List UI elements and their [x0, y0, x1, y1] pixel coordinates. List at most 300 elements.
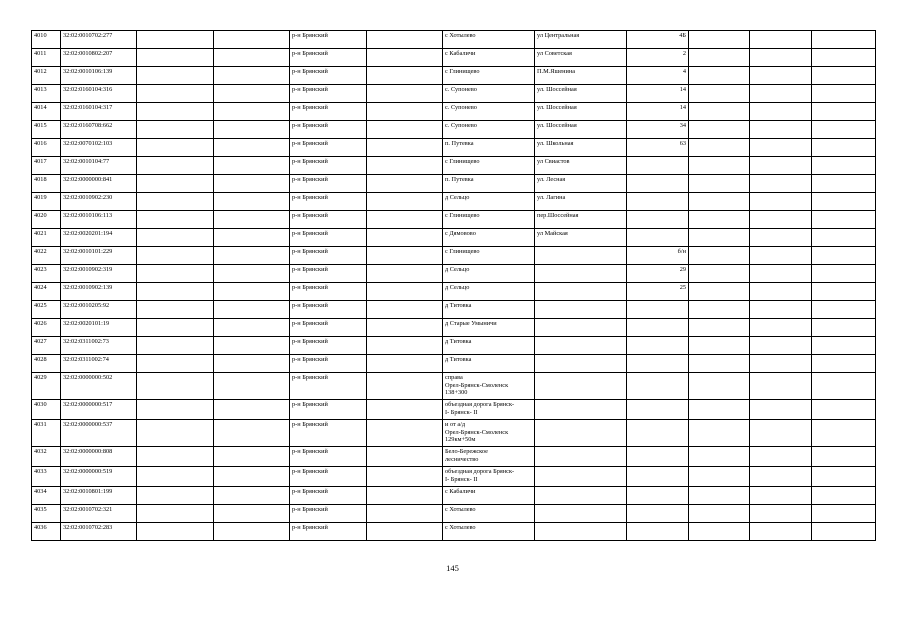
- column-12-cell: [812, 175, 876, 193]
- column-4-cell: [214, 139, 290, 157]
- locality-cell: с Кабаличи: [443, 487, 535, 505]
- district-cell: р-н Брянский: [290, 301, 367, 319]
- table-row: [32, 337, 876, 355]
- column-11-cell: [750, 229, 812, 247]
- column-4-cell: [214, 523, 290, 541]
- row-number-cell: 4030: [32, 400, 61, 420]
- street-cell: П.М.Яшенина: [535, 67, 627, 85]
- house-number-cell: 14: [627, 103, 689, 121]
- district-cell: р-н Брянский: [290, 337, 367, 355]
- district-cell: р-н Брянский: [290, 211, 367, 229]
- locality-cell: с. Супонево: [443, 85, 535, 103]
- column-10-cell: [689, 337, 750, 355]
- column-11-cell: [750, 467, 812, 487]
- column-6-cell: [367, 85, 443, 103]
- column-6-cell: [367, 467, 443, 487]
- row-number-cell: 4013: [32, 85, 61, 103]
- house-number-cell: 34: [627, 121, 689, 139]
- table-row: [32, 355, 876, 373]
- street-cell: [535, 265, 627, 283]
- column-11-cell: [750, 175, 812, 193]
- column-12-cell: [812, 420, 876, 447]
- locality-cell: с Хотылево: [443, 31, 535, 49]
- column-11-cell: [750, 157, 812, 175]
- row-number-cell: 4033: [32, 467, 61, 487]
- column-11-cell: [750, 447, 812, 467]
- cadastral-number-cell: 32:02:0000000:519: [61, 467, 137, 487]
- column-3-cell: [137, 103, 214, 121]
- column-11-cell: [750, 31, 812, 49]
- district-cell: р-н Брянский: [290, 283, 367, 301]
- house-number-cell: [627, 319, 689, 337]
- column-11-cell: [750, 85, 812, 103]
- table-row: [32, 487, 876, 505]
- row-number-cell: 4028: [32, 355, 61, 373]
- cadastral-number-cell: 32:02:0000000:502: [61, 373, 137, 400]
- column-3-cell: [137, 265, 214, 283]
- street-cell: ул. Лагина: [535, 193, 627, 211]
- house-number-cell: [627, 337, 689, 355]
- row-number-cell: 4029: [32, 373, 61, 400]
- table-row: [32, 447, 876, 467]
- column-12-cell: [812, 373, 876, 400]
- column-11-cell: [750, 355, 812, 373]
- column-12-cell: [812, 247, 876, 265]
- locality-cell: с Хотылево: [443, 523, 535, 541]
- column-3-cell: [137, 85, 214, 103]
- row-number-cell: 4015: [32, 121, 61, 139]
- street-cell: ул. Шоссейная: [535, 85, 627, 103]
- column-3-cell: [137, 487, 214, 505]
- column-10-cell: [689, 283, 750, 301]
- row-number-cell: 4036: [32, 523, 61, 541]
- street-cell: [535, 355, 627, 373]
- column-4-cell: [214, 487, 290, 505]
- street-cell: ул. Шоссейная: [535, 121, 627, 139]
- column-11-cell: [750, 337, 812, 355]
- locality-cell: д Титовка: [443, 301, 535, 319]
- column-12-cell: [812, 301, 876, 319]
- column-6-cell: [367, 265, 443, 283]
- table-row: [32, 400, 876, 420]
- locality-cell: с Дямовово: [443, 229, 535, 247]
- locality-cell: с Глинищево: [443, 211, 535, 229]
- table-row: [32, 31, 876, 49]
- table-row: [32, 193, 876, 211]
- cadastral-number-cell: 32:02:0311002:73: [61, 337, 137, 355]
- column-4-cell: [214, 319, 290, 337]
- cadastral-number-cell: 32:02:0000000:537: [61, 420, 137, 447]
- cadastral-number-cell: 32:02:0010106:139: [61, 67, 137, 85]
- table-row: [32, 103, 876, 121]
- street-cell: ул Майская: [535, 229, 627, 247]
- locality-cell: объездная дорога Брянск- I- Брянск- II: [443, 400, 535, 420]
- cadastral-number-cell: 32:02:0010902:319: [61, 265, 137, 283]
- column-4-cell: [214, 337, 290, 355]
- district-cell: р-н Брянский: [290, 229, 367, 247]
- house-number-cell: [627, 420, 689, 447]
- district-cell: р-н Брянский: [290, 420, 367, 447]
- table-row: [32, 139, 876, 157]
- column-4-cell: [214, 283, 290, 301]
- table-row: [32, 121, 876, 139]
- row-number-cell: 4022: [32, 247, 61, 265]
- house-number-cell: [627, 400, 689, 420]
- column-4-cell: [214, 265, 290, 283]
- cadastral-number-cell: 32:02:0010106:113: [61, 211, 137, 229]
- street-cell: ул Центральная: [535, 31, 627, 49]
- column-3-cell: [137, 229, 214, 247]
- column-3-cell: [137, 121, 214, 139]
- column-12-cell: [812, 211, 876, 229]
- row-number-cell: 4021: [32, 229, 61, 247]
- column-3-cell: [137, 301, 214, 319]
- column-11-cell: [750, 121, 812, 139]
- district-cell: р-н Брянский: [290, 467, 367, 487]
- column-10-cell: [689, 265, 750, 283]
- cadastral-number-cell: 32:02:0160708:662: [61, 121, 137, 139]
- locality-cell: с Глинищево: [443, 247, 535, 265]
- registry-table: [31, 30, 876, 541]
- district-cell: р-н Брянский: [290, 193, 367, 211]
- column-12-cell: [812, 523, 876, 541]
- column-6-cell: [367, 400, 443, 420]
- locality-cell: справа Орел-Брянск-Смоленск 138+300: [443, 373, 535, 400]
- locality-cell: с Хотылево: [443, 505, 535, 523]
- column-11-cell: [750, 283, 812, 301]
- district-cell: р-н Брянский: [290, 139, 367, 157]
- cadastral-number-cell: 32:02:0010802:207: [61, 49, 137, 67]
- district-cell: р-н Брянский: [290, 355, 367, 373]
- column-10-cell: [689, 157, 750, 175]
- column-11-cell: [750, 420, 812, 447]
- column-10-cell: [689, 400, 750, 420]
- row-number-cell: 4035: [32, 505, 61, 523]
- column-12-cell: [812, 121, 876, 139]
- street-cell: [535, 301, 627, 319]
- column-3-cell: [137, 175, 214, 193]
- column-3-cell: [137, 139, 214, 157]
- column-12-cell: [812, 139, 876, 157]
- column-4-cell: [214, 229, 290, 247]
- street-cell: [535, 337, 627, 355]
- column-12-cell: [812, 337, 876, 355]
- cadastral-number-cell: 32:02:0010902:230: [61, 193, 137, 211]
- column-6-cell: [367, 447, 443, 467]
- house-number-cell: 2: [627, 49, 689, 67]
- house-number-cell: [627, 355, 689, 373]
- column-11-cell: [750, 67, 812, 85]
- locality-cell: д Старые Умыничи: [443, 319, 535, 337]
- district-cell: р-н Брянский: [290, 505, 367, 523]
- column-4-cell: [214, 31, 290, 49]
- column-11-cell: [750, 211, 812, 229]
- column-12-cell: [812, 103, 876, 121]
- table-row: [32, 49, 876, 67]
- column-10-cell: [689, 31, 750, 49]
- house-number-cell: [627, 487, 689, 505]
- district-cell: р-н Брянский: [290, 121, 367, 139]
- column-11-cell: [750, 193, 812, 211]
- district-cell: р-н Брянский: [290, 49, 367, 67]
- row-number-cell: 4017: [32, 157, 61, 175]
- column-3-cell: [137, 400, 214, 420]
- column-6-cell: [367, 505, 443, 523]
- column-11-cell: [750, 487, 812, 505]
- column-12-cell: [812, 487, 876, 505]
- street-cell: пер.Шоссейная: [535, 211, 627, 229]
- table-row: [32, 283, 876, 301]
- district-cell: р-н Брянский: [290, 523, 367, 541]
- locality-cell: д Сельцо: [443, 193, 535, 211]
- house-number-cell: [627, 301, 689, 319]
- district-cell: р-н Брянский: [290, 103, 367, 121]
- column-10-cell: [689, 121, 750, 139]
- column-12-cell: [812, 355, 876, 373]
- column-12-cell: [812, 265, 876, 283]
- street-cell: [535, 420, 627, 447]
- locality-cell: с. Супонево: [443, 121, 535, 139]
- street-cell: [535, 247, 627, 265]
- column-11-cell: [750, 400, 812, 420]
- house-number-cell: [627, 505, 689, 523]
- column-10-cell: [689, 420, 750, 447]
- cadastral-number-cell: 32:02:0010902:139: [61, 283, 137, 301]
- house-number-cell: 63: [627, 139, 689, 157]
- column-3-cell: [137, 49, 214, 67]
- column-10-cell: [689, 175, 750, 193]
- table-row: [32, 319, 876, 337]
- house-number-cell: [627, 467, 689, 487]
- row-number-cell: 4026: [32, 319, 61, 337]
- cadastral-number-cell: 32:02:0070102:103: [61, 139, 137, 157]
- column-3-cell: [137, 523, 214, 541]
- column-10-cell: [689, 373, 750, 400]
- column-6-cell: [367, 67, 443, 85]
- row-number-cell: 4014: [32, 103, 61, 121]
- table-row: [32, 523, 876, 541]
- column-11-cell: [750, 505, 812, 523]
- cadastral-number-cell: 32:02:0000000:841: [61, 175, 137, 193]
- column-10-cell: [689, 505, 750, 523]
- table-row: [32, 265, 876, 283]
- row-number-cell: 4027: [32, 337, 61, 355]
- column-4-cell: [214, 103, 290, 121]
- row-number-cell: 4018: [32, 175, 61, 193]
- column-4-cell: [214, 355, 290, 373]
- column-3-cell: [137, 337, 214, 355]
- district-cell: р-н Брянский: [290, 373, 367, 400]
- row-number-cell: 4025: [32, 301, 61, 319]
- locality-cell: с. Супонево: [443, 103, 535, 121]
- column-4-cell: [214, 505, 290, 523]
- house-number-cell: [627, 373, 689, 400]
- street-cell: [535, 319, 627, 337]
- street-cell: [535, 400, 627, 420]
- column-6-cell: [367, 420, 443, 447]
- column-3-cell: [137, 355, 214, 373]
- street-cell: ул. Шоссейная: [535, 103, 627, 121]
- cadastral-number-cell: 32:02:0010101:229: [61, 247, 137, 265]
- column-10-cell: [689, 247, 750, 265]
- column-3-cell: [137, 247, 214, 265]
- district-cell: р-н Брянский: [290, 67, 367, 85]
- street-cell: [535, 505, 627, 523]
- street-cell: ул. Школьная: [535, 139, 627, 157]
- street-cell: [535, 373, 627, 400]
- district-cell: р-н Брянский: [290, 265, 367, 283]
- house-number-cell: 29: [627, 265, 689, 283]
- house-number-cell: 14: [627, 85, 689, 103]
- column-12-cell: [812, 447, 876, 467]
- column-6-cell: [367, 355, 443, 373]
- column-4-cell: [214, 193, 290, 211]
- column-4-cell: [214, 373, 290, 400]
- column-4-cell: [214, 211, 290, 229]
- house-number-cell: б/н: [627, 247, 689, 265]
- column-3-cell: [137, 31, 214, 49]
- table-row: [32, 175, 876, 193]
- column-3-cell: [137, 157, 214, 175]
- table-row: [32, 373, 876, 400]
- column-11-cell: [750, 523, 812, 541]
- row-number-cell: 4020: [32, 211, 61, 229]
- cadastral-number-cell: 32:02:0010801:199: [61, 487, 137, 505]
- locality-cell: с Глинищево: [443, 67, 535, 85]
- column-4-cell: [214, 157, 290, 175]
- column-6-cell: [367, 373, 443, 400]
- page-number: 145: [446, 563, 459, 573]
- locality-cell: д Титовка: [443, 355, 535, 373]
- column-4-cell: [214, 121, 290, 139]
- column-10-cell: [689, 229, 750, 247]
- district-cell: р-н Брянский: [290, 85, 367, 103]
- locality-cell: с Кабаличи: [443, 49, 535, 67]
- house-number-cell: [627, 523, 689, 541]
- cadastral-number-cell: 32:02:0000000:808: [61, 447, 137, 467]
- column-6-cell: [367, 337, 443, 355]
- column-12-cell: [812, 283, 876, 301]
- column-12-cell: [812, 229, 876, 247]
- column-3-cell: [137, 420, 214, 447]
- house-number-cell: 25: [627, 283, 689, 301]
- column-3-cell: [137, 373, 214, 400]
- locality-cell: п. Путевка: [443, 139, 535, 157]
- column-6-cell: [367, 523, 443, 541]
- house-number-cell: [627, 193, 689, 211]
- column-6-cell: [367, 229, 443, 247]
- street-cell: [535, 283, 627, 301]
- column-10-cell: [689, 487, 750, 505]
- district-cell: р-н Брянский: [290, 175, 367, 193]
- column-6-cell: [367, 193, 443, 211]
- column-6-cell: [367, 319, 443, 337]
- row-number-cell: 4011: [32, 49, 61, 67]
- column-12-cell: [812, 85, 876, 103]
- table-row: [32, 229, 876, 247]
- column-12-cell: [812, 400, 876, 420]
- column-3-cell: [137, 283, 214, 301]
- table-row: [32, 157, 876, 175]
- column-12-cell: [812, 467, 876, 487]
- column-6-cell: [367, 31, 443, 49]
- house-number-cell: 4Б: [627, 31, 689, 49]
- column-6-cell: [367, 487, 443, 505]
- column-3-cell: [137, 447, 214, 467]
- column-4-cell: [214, 247, 290, 265]
- street-cell: [535, 487, 627, 505]
- column-11-cell: [750, 265, 812, 283]
- street-cell: [535, 467, 627, 487]
- column-12-cell: [812, 319, 876, 337]
- house-number-cell: [627, 211, 689, 229]
- locality-cell: д Сельцо: [443, 283, 535, 301]
- column-10-cell: [689, 467, 750, 487]
- locality-cell: с Глинищево: [443, 157, 535, 175]
- street-cell: [535, 523, 627, 541]
- row-number-cell: 4023: [32, 265, 61, 283]
- row-number-cell: 4034: [32, 487, 61, 505]
- locality-cell: п. Путевка: [443, 175, 535, 193]
- column-12-cell: [812, 193, 876, 211]
- column-4-cell: [214, 467, 290, 487]
- column-12-cell: [812, 31, 876, 49]
- street-cell: ул Советская: [535, 49, 627, 67]
- column-10-cell: [689, 355, 750, 373]
- column-10-cell: [689, 523, 750, 541]
- column-3-cell: [137, 505, 214, 523]
- locality-cell: Бело-Бережское лесничество: [443, 447, 535, 467]
- cadastral-number-cell: 32:02:0010702:277: [61, 31, 137, 49]
- street-cell: ул. Лесная: [535, 175, 627, 193]
- column-4-cell: [214, 400, 290, 420]
- locality-cell: д Сельцо: [443, 265, 535, 283]
- table-row: [32, 505, 876, 523]
- column-11-cell: [750, 49, 812, 67]
- house-number-cell: [627, 157, 689, 175]
- street-cell: ул Свиастов: [535, 157, 627, 175]
- column-4-cell: [214, 301, 290, 319]
- column-10-cell: [689, 67, 750, 85]
- column-10-cell: [689, 447, 750, 467]
- column-10-cell: [689, 319, 750, 337]
- cadastral-number-cell: 32:02:0010702:283: [61, 523, 137, 541]
- column-12-cell: [812, 49, 876, 67]
- column-3-cell: [137, 193, 214, 211]
- table-row: [32, 67, 876, 85]
- column-10-cell: [689, 211, 750, 229]
- column-11-cell: [750, 373, 812, 400]
- locality-cell: и от а/д Орел-Брянск-Смоленск 129км+50м: [443, 420, 535, 447]
- cadastral-number-cell: 32:02:0160104:316: [61, 85, 137, 103]
- row-number-cell: 4016: [32, 139, 61, 157]
- cadastral-number-cell: 32:02:0160104:317: [61, 103, 137, 121]
- table-row: [32, 211, 876, 229]
- locality-cell: д Титовка: [443, 337, 535, 355]
- column-4-cell: [214, 67, 290, 85]
- column-6-cell: [367, 175, 443, 193]
- column-11-cell: [750, 247, 812, 265]
- locality-cell: объездная дорога Брянск- I- Брянск- II: [443, 467, 535, 487]
- table-row: [32, 420, 876, 447]
- column-10-cell: [689, 139, 750, 157]
- column-4-cell: [214, 49, 290, 67]
- column-10-cell: [689, 193, 750, 211]
- row-number-cell: 4031: [32, 420, 61, 447]
- cadastral-number-cell: 32:02:0010104:77: [61, 157, 137, 175]
- column-4-cell: [214, 175, 290, 193]
- street-cell: [535, 447, 627, 467]
